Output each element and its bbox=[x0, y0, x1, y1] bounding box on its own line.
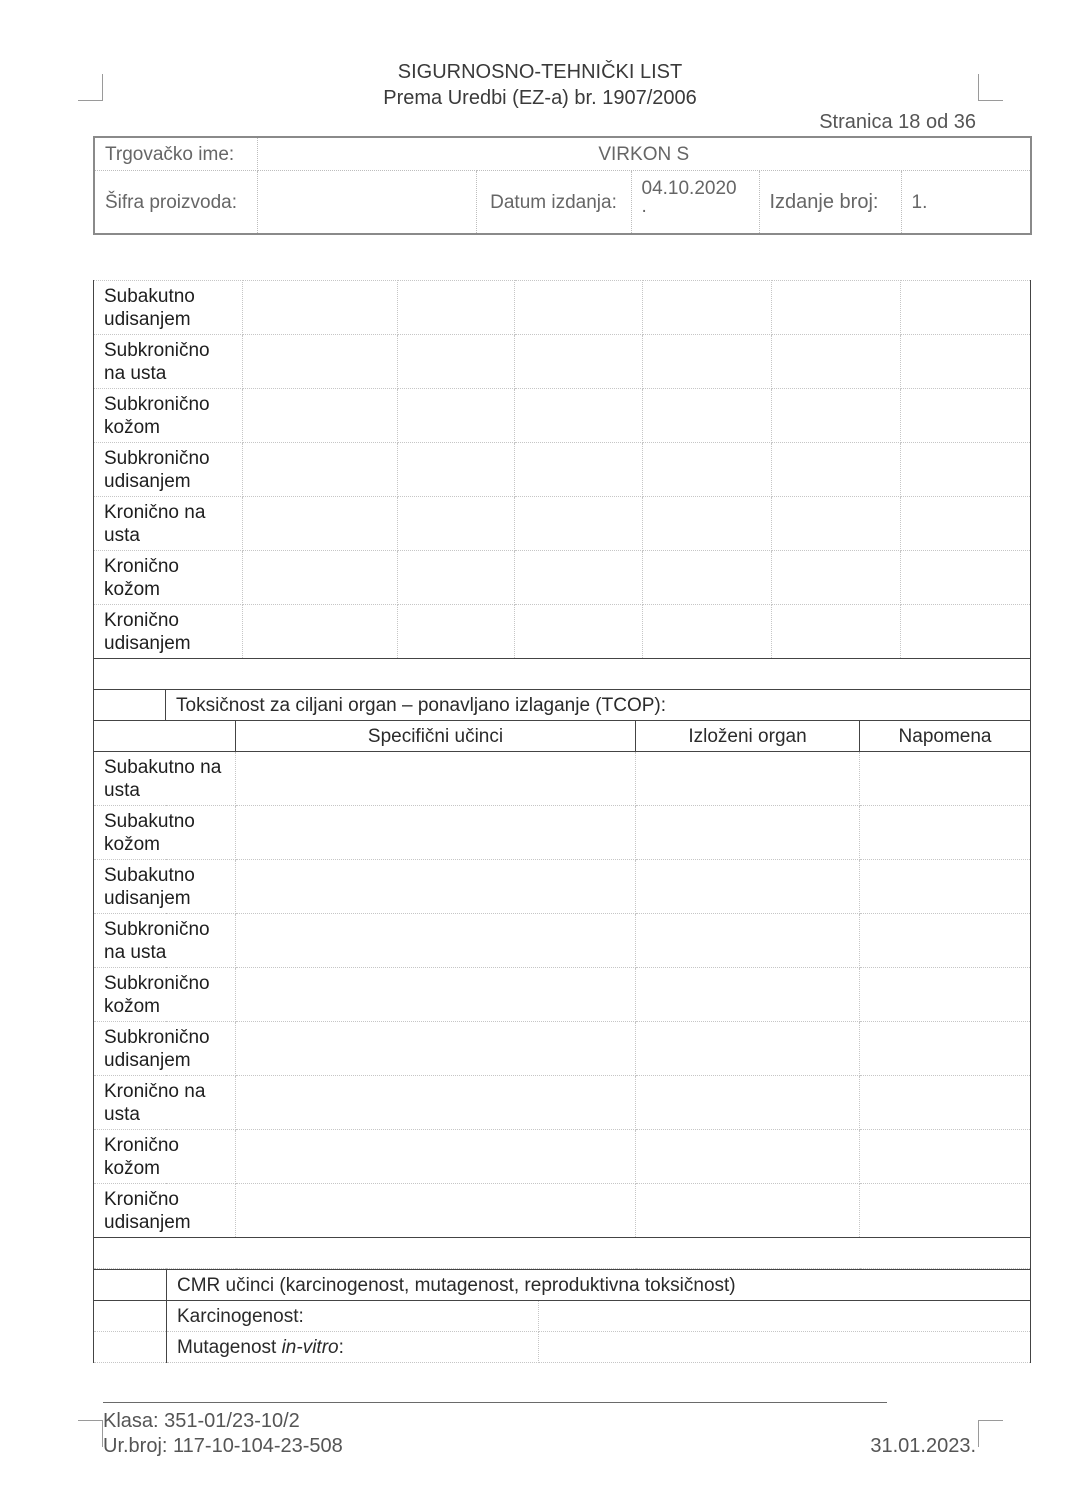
row-label-line: Subkronično bbox=[104, 918, 210, 940]
empty-cell bbox=[636, 1022, 860, 1076]
empty-cell bbox=[901, 281, 1031, 335]
tcop-header-blank bbox=[94, 721, 236, 752]
table-row bbox=[94, 968, 1031, 1022]
empty-cell bbox=[901, 605, 1031, 659]
empty-cell bbox=[515, 551, 643, 605]
row-label-line: Subkronično bbox=[104, 339, 210, 361]
cmr-blank-cell bbox=[94, 1332, 167, 1363]
tcop-title: Toksičnost za ciljani organ – ponavljano izlaganje (TCOP): bbox=[166, 690, 1031, 721]
empty-cell bbox=[636, 860, 860, 914]
empty-cell bbox=[643, 281, 772, 335]
footer-date: 31.01.2023. bbox=[870, 1435, 976, 1457]
row-label-line: Subkronično bbox=[104, 393, 210, 415]
table-row bbox=[94, 551, 1031, 605]
empty-separator-row bbox=[94, 1238, 1031, 1269]
empty-cell bbox=[243, 551, 398, 605]
row-label-line: kožom bbox=[104, 833, 160, 855]
table-row bbox=[94, 806, 1031, 860]
empty-cell bbox=[515, 605, 643, 659]
empty-cell bbox=[860, 806, 1031, 860]
empty-cell bbox=[398, 605, 515, 659]
row-label-line: kožom bbox=[104, 995, 160, 1017]
row-label-line: na usta bbox=[104, 362, 167, 384]
tcop-table bbox=[93, 689, 1031, 1269]
empty-cell bbox=[515, 497, 643, 551]
empty-cell bbox=[901, 443, 1031, 497]
table-row bbox=[94, 281, 1031, 335]
table-row bbox=[94, 497, 1031, 551]
trade-name-label: Trgovačko ime: bbox=[94, 137, 257, 171]
edition-value: 1. bbox=[901, 171, 1031, 235]
row-label-line: Kronično bbox=[104, 609, 179, 631]
empty-cell bbox=[236, 1022, 636, 1076]
empty-cell bbox=[636, 914, 860, 968]
product-info-table bbox=[93, 136, 1032, 235]
row-label bbox=[94, 389, 243, 443]
row-label bbox=[94, 1022, 236, 1076]
row-label-line: udisanjem bbox=[104, 887, 191, 909]
mutagenicity-label bbox=[167, 1332, 539, 1363]
table-row bbox=[94, 860, 1031, 914]
row-label-line: usta bbox=[104, 779, 140, 801]
empty-cell bbox=[236, 1076, 636, 1130]
row-label-line: na usta bbox=[104, 941, 167, 963]
empty-cell bbox=[901, 335, 1031, 389]
row-label-line: Kronično bbox=[104, 555, 179, 577]
empty-cell bbox=[236, 914, 636, 968]
empty-cell bbox=[860, 1130, 1031, 1184]
carcinogenicity-value bbox=[539, 1301, 1031, 1332]
empty-cell bbox=[515, 443, 643, 497]
row-label-line: Kronično na bbox=[104, 501, 206, 523]
empty-cell bbox=[515, 389, 643, 443]
row-label-line: Kronično na bbox=[104, 1080, 206, 1102]
cmr-blank-cell bbox=[94, 1270, 167, 1301]
column-header-remark: Napomena bbox=[860, 721, 1031, 752]
row-label-line: Subakutno bbox=[104, 864, 195, 886]
row-label-line: usta bbox=[104, 524, 140, 546]
empty-cell bbox=[860, 968, 1031, 1022]
empty-cell bbox=[636, 1130, 860, 1184]
cmr-title: CMR učinci (karcinogenost, mutagenost, reproduktivna toksičnost) bbox=[167, 1270, 1031, 1301]
empty-cell bbox=[243, 497, 398, 551]
row-label bbox=[94, 551, 243, 605]
table-row bbox=[94, 443, 1031, 497]
empty-cell bbox=[772, 443, 901, 497]
row-label-line: Subakutno bbox=[104, 810, 195, 832]
empty-cell bbox=[860, 860, 1031, 914]
empty-cell bbox=[901, 551, 1031, 605]
empty-cell bbox=[398, 335, 515, 389]
row-label-line: udisanjem bbox=[104, 632, 191, 654]
row-label bbox=[94, 860, 236, 914]
cmr-table bbox=[93, 1269, 1031, 1363]
empty-cell bbox=[643, 497, 772, 551]
empty-cell bbox=[643, 551, 772, 605]
row-label bbox=[94, 497, 243, 551]
empty-cell bbox=[515, 335, 643, 389]
table-row bbox=[94, 752, 1031, 806]
crop-mark-bottom-right bbox=[978, 1420, 1003, 1447]
empty-cell bbox=[243, 389, 398, 443]
empty-cell bbox=[643, 335, 772, 389]
empty-cell bbox=[636, 752, 860, 806]
empty-cell bbox=[860, 1184, 1031, 1238]
empty-cell bbox=[643, 605, 772, 659]
row-label-line: Kronično bbox=[104, 1134, 179, 1156]
empty-cell bbox=[901, 389, 1031, 443]
table-row bbox=[94, 605, 1031, 659]
empty-cell bbox=[636, 968, 860, 1022]
document-title: SIGURNOSNO-TEHNIČKI LIST bbox=[397, 61, 683, 83]
empty-cell bbox=[398, 497, 515, 551]
issue-date-label: Datum izdanja: bbox=[476, 171, 631, 235]
row-label-line: Kronično bbox=[104, 1188, 179, 1210]
carcinogenicity-label: Karcinogenost: bbox=[167, 1301, 539, 1332]
document-subtitle: Prema Uredbi (EZ-a) br. 1907/2006 bbox=[383, 87, 697, 109]
empty-cell bbox=[772, 605, 901, 659]
row-label-line: udisanjem bbox=[104, 1211, 191, 1233]
row-label bbox=[94, 968, 236, 1022]
row-label-line: udisanjem bbox=[104, 308, 191, 330]
row-label bbox=[94, 281, 243, 335]
row-label bbox=[94, 605, 243, 659]
empty-cell bbox=[643, 443, 772, 497]
empty-separator-row bbox=[94, 659, 1031, 690]
table-row bbox=[94, 1022, 1031, 1076]
cmr-blank-cell bbox=[94, 1301, 167, 1332]
empty-cell bbox=[772, 335, 901, 389]
empty-cell bbox=[398, 443, 515, 497]
empty-cell bbox=[860, 1076, 1031, 1130]
column-header-specific-effects: Specifični učinci bbox=[236, 721, 636, 752]
footer-divider bbox=[103, 1402, 887, 1403]
table-row bbox=[94, 914, 1031, 968]
row-label-line: Subakutno na bbox=[104, 756, 222, 778]
in-vitro-text: in-vitro bbox=[281, 1336, 339, 1358]
table-row bbox=[94, 1076, 1031, 1130]
row-label-line: kožom bbox=[104, 1157, 160, 1179]
row-label bbox=[94, 914, 236, 968]
issue-date-cell bbox=[631, 171, 759, 235]
empty-cell bbox=[236, 1130, 636, 1184]
empty-cell bbox=[398, 281, 515, 335]
empty-cell bbox=[636, 1076, 860, 1130]
empty-cell bbox=[243, 443, 398, 497]
footer-klasa: Klasa: 351-01/23-10/2 bbox=[103, 1410, 300, 1432]
empty-cell bbox=[236, 860, 636, 914]
row-label-line: udisanjem bbox=[104, 470, 191, 492]
empty-cell bbox=[636, 806, 860, 860]
empty-cell bbox=[772, 497, 901, 551]
row-label bbox=[94, 806, 236, 860]
mutagenicity-text: Mutagenost bbox=[177, 1336, 277, 1358]
row-label-line: Subkronično bbox=[104, 972, 210, 994]
empty-cell bbox=[643, 389, 772, 443]
row-label bbox=[94, 335, 243, 389]
empty-cell bbox=[901, 497, 1031, 551]
issue-date-dot: . bbox=[641, 196, 647, 217]
empty-cell bbox=[398, 389, 515, 443]
row-label bbox=[94, 1076, 236, 1130]
table-row bbox=[94, 1184, 1031, 1238]
table-row bbox=[94, 335, 1031, 389]
mutagenicity-value bbox=[539, 1332, 1031, 1363]
table-row bbox=[94, 389, 1031, 443]
empty-cell bbox=[515, 281, 643, 335]
row-label bbox=[94, 752, 236, 806]
empty-cell bbox=[636, 1184, 860, 1238]
row-label bbox=[94, 1184, 236, 1238]
empty-cell bbox=[243, 605, 398, 659]
column-header-exposed-organ: Izloženi organ bbox=[636, 721, 860, 752]
empty-cell bbox=[236, 968, 636, 1022]
row-label bbox=[94, 443, 243, 497]
issue-date-value: 04.10.2020 bbox=[641, 178, 737, 199]
empty-cell bbox=[236, 752, 636, 806]
row-label-line: Subkronično bbox=[104, 447, 210, 469]
empty-cell bbox=[398, 551, 515, 605]
empty-cell bbox=[236, 806, 636, 860]
row-label-line: udisanjem bbox=[104, 1049, 191, 1071]
empty-cell bbox=[860, 1022, 1031, 1076]
row-label-line: kožom bbox=[104, 578, 160, 600]
row-label-line: Subkronično bbox=[104, 1026, 210, 1048]
empty-cell bbox=[860, 752, 1031, 806]
empty-cell bbox=[772, 389, 901, 443]
page-number: Stranica 18 od 36 bbox=[819, 111, 976, 133]
row-label-line: Subakutno bbox=[104, 285, 195, 307]
empty-cell bbox=[772, 281, 901, 335]
empty-cell bbox=[243, 281, 398, 335]
empty-cell bbox=[236, 1184, 636, 1238]
toxicity-continuation-table bbox=[93, 280, 1031, 690]
mutagenicity-colon: : bbox=[338, 1336, 344, 1358]
row-label-line: usta bbox=[104, 1103, 140, 1125]
edition-label: Izdanje broj: bbox=[759, 171, 901, 235]
trade-name-value: VIRKON S bbox=[257, 137, 1031, 171]
row-label-line: kožom bbox=[104, 416, 160, 438]
row-label bbox=[94, 1130, 236, 1184]
product-code-value bbox=[257, 171, 476, 235]
tcop-blank-cell bbox=[94, 690, 166, 721]
empty-cell bbox=[860, 914, 1031, 968]
empty-cell bbox=[243, 335, 398, 389]
table-row bbox=[94, 1130, 1031, 1184]
product-code-label: Šifra proizvoda: bbox=[94, 171, 257, 235]
footer-urbroj: Ur.broj: 117-10-104-23-508 bbox=[103, 1435, 343, 1457]
empty-cell bbox=[772, 551, 901, 605]
crop-mark-bottom-left bbox=[78, 1420, 103, 1447]
